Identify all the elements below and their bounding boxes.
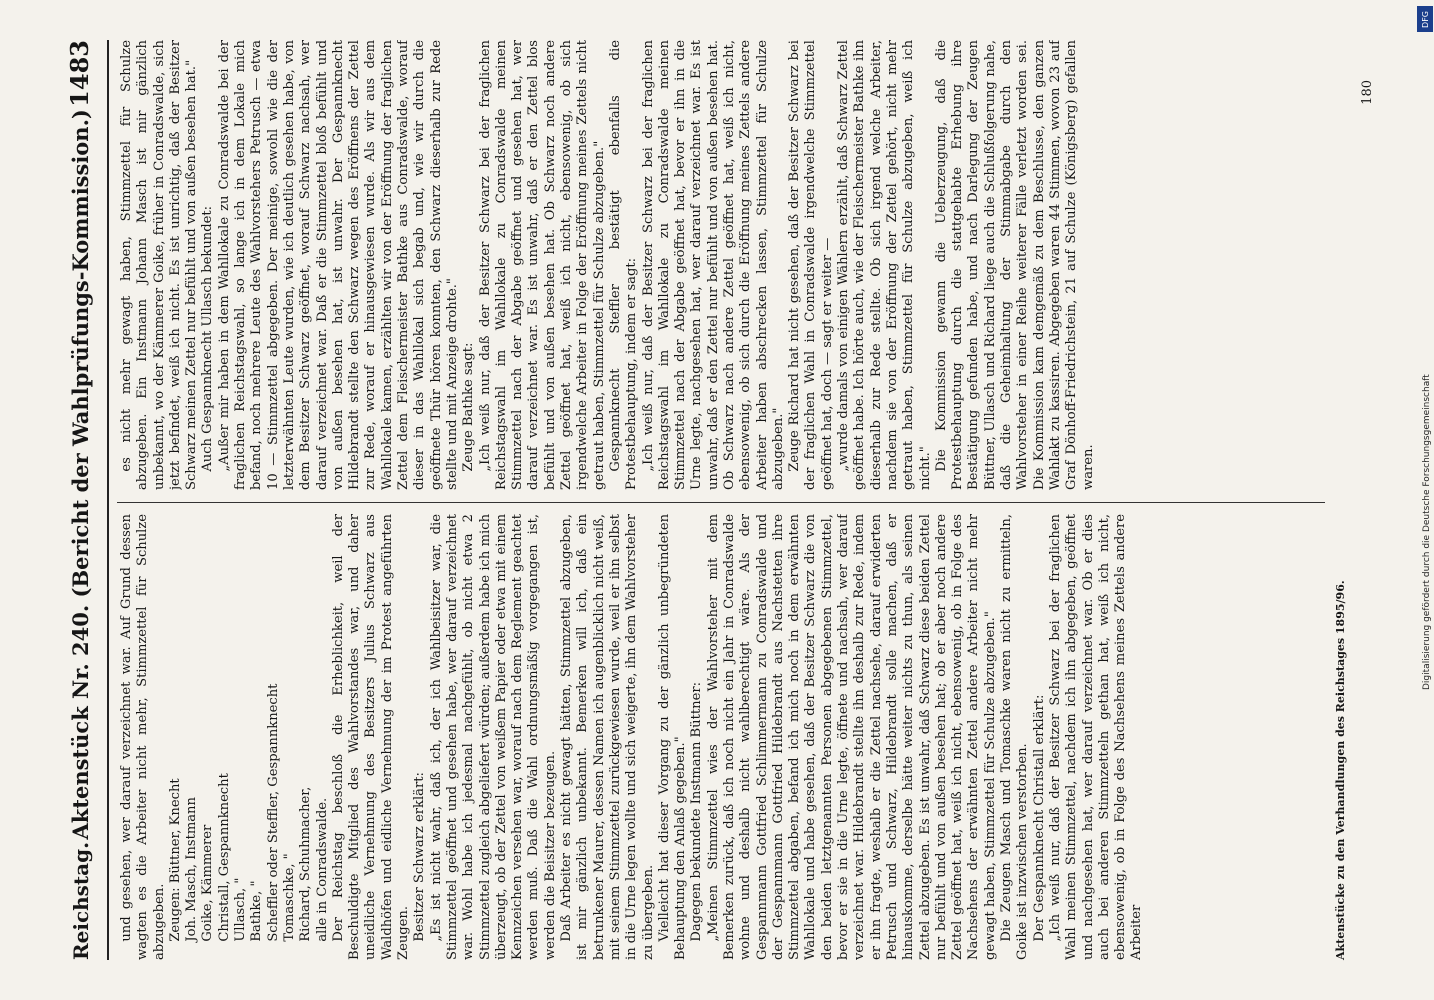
- right-column: [119, 40, 1327, 490]
- header-title: Aktenstück Nr. 240. (Bericht der Wahlprüfungs-Kommission.): [68, 109, 93, 840]
- paragraph: Zeuge Richard hat nicht gesehen, daß der Besitzer Schwarz bei der fraglichen Wahl in Conradswalde irgendwelche Stimmzettel geöffnet hat, doch — sagt er weiter —: [787, 40, 835, 490]
- paragraph: Gespannknecht Steffler bestätigt ebenfalls die Protestbehauptung, indem er sagt:: [607, 40, 640, 490]
- paragraph: „Ich weiß nur, daß der Besitzer Schwarz bei der fraglichen Reichstagswahl im Wahllokale zu Conradswalde meinen Stimmzettel nach der Abgabe geöffnet hat, bevor er ihn in die Urne legte, nachgesehen hat, wer darauf verzeichnet war. Es ist unwahr, daß er den Zettel nur befühlt und von außen besehen hat. Ob Schwarz nach andere Zettel geöffnet hat, weiß ich nicht, ebensowenig, ob sich durch die Eröffnung meines Zettels andere Arbeiter haben abschrecken lassen, Stimmzettel für Schulze abzugeben.": [640, 40, 786, 490]
- paragraph: alle in Conradswalde.: [314, 797, 330, 942]
- paragraph: Tomaschke, ": [281, 853, 297, 942]
- paragraph: Besitzer Schwarz erklärt:: [412, 772, 428, 942]
- paragraph: Auch Gespannknecht Ullasch bekundet:: [200, 205, 216, 472]
- paragraph: und gesehen, wer darauf verzeichnet war. Auf Grund dessen wagten es die Arbeiter nicht mehr, Stimmzettel für Schulze abzugeben.: [119, 514, 167, 960]
- credit-text: Digitalisierung gefördert durch die Deutsche Forschungsgemeinschaft: [1422, 374, 1432, 690]
- footer-source: Aktenstücke zu den Verhandlungen des Reichstages 1895/96.: [1334, 580, 1347, 960]
- left-column: [119, 514, 1327, 960]
- paragraph: Vielleicht hat dieser Vorgang zu der gänzlich unbegründeten Behauptung den Anlaß gegeben.": [656, 514, 689, 960]
- paragraph: Die Zeugen Masch und Tomaschke waren nicht zu ermitteln, Goike ist inzwischen verstorben.: [999, 514, 1031, 960]
- paragraph: Die Kommission gewann die Ueberzeugung, daß die Protestbehauptung durch die stattgehabte Erhebung ihre Bestätigung gefunden habe, und nach Darlegung der Zeugen Büttner, Ullasch und Richard liege auch die Schlußfolgerung nahe, daß die Geheimhaltung der Stimmabgabe durch den Wahlvorsteher in einer Reihe weiterer Fälle verletzt worden sei. Die Kommission kam demgemäß zu dem Beschlusse, den ganzen Wahlakt zu kassiren. Abgegeben waren 44 Stimmen, wovon 23 auf Graf Dönhoff-Friedrichstein, 21 auf Schulze (Königsberg) gefallen waren.: [933, 40, 1096, 490]
- paragraph: „Meinen Stimmzettel wies der Wahlvorsteher mit dem Bemerken zurück, daß ich noch nicht ein Jahr in Conradswalde wohne und deshalb nicht wahlberechtigt wäre. Als der Gespannmann Gottfried Schlimmermann zu Conradswalde und der Gespannmann Gottfried Hildebrandt aus Nachstetten ihre Stimmzettel abgaben, befand ich mich noch in dem erwähnten Wahllokale und habe gesehen, daß der Besitzer Schwarz die von den beiden letztgenannten Personen abgegebenen Stimmzettel, bevor er sie in die Urne legte, öffnete und nachsah, wer darauf verzeichnet war. Hildebrandt stellte ihn deshalb zur Rede, indem er ihn fragte, weshalb er die Zettel nachsehe, darauf erwiderten Petrusch und Schwarz, Hildebrandt solle machen, daß er hinauskomme, derselbe hätte weiter nichts zu thun, als seinen Zettel abzugeben. Es ist unwahr, daß Schwarz diese beiden Zettel nur befühlt und von außen besehen hat; ob er aber noch andere Zettel geöffnet hat, weiß ich nicht, ebensowenig, ob in Folge des Nachsehens der erwähnten Zettel andere Arbeiter nicht mehr gewagt haben, Stimmzettel für Schulze abzugeben.": [705, 514, 998, 960]
- paragraph: es nicht mehr gewagt haben, Stimmzettel für Schulze abzugeben. Ein Instmann Johann Masch ist mir gänzlich unbekannt, wo der Kämmerer Goike, früher in Conradswalde, sich jetzt befindet, weiß ich nicht. Es ist unrichtig, daß der Besitzer Schwarz meinen Zettel nur befühlt und von außen besehen hat.": [119, 40, 200, 490]
- paragraph: „Ich weiß nur, daß der Besitzer Schwarz bei der fraglichen Wahl meinen Stimmzettel, nachdem ich ihn abgegeben, geöffnet und nachgesehen hat, wer darauf verzeichnet war. Ob er dies auch bei anderen Stimmzetteln gethan hat, weiß ich nicht, ebensowenig, ob in Folge des Nachsehens meines Zettels andere Arbeiter: [1047, 514, 1145, 960]
- paragraph: Zeugen: Büttner, Knecht: [167, 778, 183, 942]
- paragraph: Bathke, ": [249, 880, 265, 942]
- paragraph: „Ich weiß nur, daß der Besitzer Schwarz bei der fraglichen Reichstagswahl im Wahllokale zu Conradswalde meinen Stimmzettel nach der Abgabe geöffnet und gesehen hat, wer darauf verzeichnet war. Es ist unwahr, daß er den Zettel blos befühlt und von außen besehen hat. Ob Schwarz noch andere Zettel geöffnet hat, weiß ich nicht, ebensowenig, ob sich irgendwelche Arbeiter in Folge der Eröffnung meines Zettels nicht getraut haben, Stimmzettel für Schulze abzugeben.": [477, 40, 607, 490]
- paragraph: Joh. Masch, Instmann: [184, 797, 200, 942]
- dfg-logo-icon: DFG: [1417, 6, 1433, 32]
- paragraph: Goike, Kämmerer: [200, 824, 216, 942]
- paragraph: „Es ist nicht wahr, daß ich, der ich Wahlbeisitzer war, die Stimmzettel geöffnet und gesehen habe, wer darauf verzeichnet war. Wohl habe ich jedesmal nachgefühlt, ob nicht etwa 2 Stimmzettel zugleich abgeliefert würden; außerdem habe ich mich überzeugt, ob der Zettel von weißem Papier oder etwa mit einem Kennzeichen versehen war, worauf nach dem Reglement geachtet werden muß. Daß die Wahl ordnungsmäßig vorgegangen ist, werden die Beisitzer bezeugen.: [428, 514, 558, 960]
- paragraph: Daß Arbeiter es nicht gewagt hätten, Stimmzettel abzugeben, ist mir gänzlich unbekannt. Bemerken will ich, daß ein betrunkener Maurer, dessen Namen ich augenblicklich nicht weiß, mit seinem Stimmzettel zurückgewiesen wurde, weil er ihn selbst in die Urne legen wollte und sich weigerte, ihn dem Wahlvorsteher zu übergeben.: [559, 514, 656, 960]
- footer-page-number: 180: [1360, 80, 1375, 105]
- paragraph: Christall, Gespannknecht: [216, 773, 232, 942]
- header-left: Reichstag.: [69, 841, 93, 960]
- paragraph: Der Reichstag beschloß die Erheblichkeit, weil der Beschuldigte Mitglied des Wahlvorstandes war, und daher uneidliche Vernehmung des Besitzers Julius Schwarz aus Waldhöfen und eidliche Vernehmung der im Protest angeführten Zeugen.: [330, 514, 412, 960]
- paragraph: Zeuge Bathke sagt:: [461, 342, 477, 472]
- paragraph: „Außer mir haben in dem Wahllokale zu Conradswalde bei der fraglichen Reichstagswahl, so lange ich in dem Lokale mich befand, noch mehrere Leute des Wahlvorstehers Petrusch — etwa 10 — Stimmzettel abgegeben. Der meinige, sowohl wie die der letzterwähnten Leute wurden, wie ich deutlich gesehen habe, von dem Besitzer Schwarz geöffnet, worauf Schwarz nachsah, wer darauf verzeichnet war. Daß er die Stimmzettel bloß befühlt und von außen besehen hat, ist unwahr. Der Gespannknecht Hildebrandt stellte den Schwarz wegen des Eröffnens der Zettel zur Rede, worauf er hinausgewiesen wurde. Als wir aus dem Wahllokale kamen, erzählten wir von der Eröffnung der fraglichen Zettel dem Fleischermeister Bathke aus Conradswalde, worauf dieser in das Wahllokal sich begab und, wie wir durch die geöffnete Thür hören konnten, den Schwarz dieserhalb zur Rede stellte und mit Anzeige drohte.": [216, 40, 460, 490]
- rotated-document-page: [37, 20, 1397, 980]
- paragraph: Scheffler oder Steffler, Gespannknecht: [265, 683, 281, 942]
- paragraph: Dagegen bekundete Instmann Büttner:: [689, 682, 705, 942]
- sidebar-credit: [1416, 0, 1434, 1000]
- header-page-number: 1483: [65, 40, 94, 107]
- paragraph: Richard, Schuhmacher,: [298, 786, 314, 942]
- paragraph: „wurde damals von einigen Wählern erzählt, daß Schwarz Zettel geöffnet habe. Ich hörte auch, wie der Fleischermeister Bathke ihn dieserhalb zur Rede stellte. Ob sich irgend welche Arbeiter, nachdem sie von der Eröffnung der Zettel gehört, nicht mehr getraut haben, Stimmzettel für Schulze abzugeben, weiß ich nicht.": [836, 40, 933, 490]
- column-divider: [117, 502, 1325, 503]
- paragraph: Der Gespannknecht Christall erklärt:: [1031, 694, 1047, 942]
- paragraph: Ullasch, ": [233, 877, 249, 942]
- page-header: [65, 40, 109, 960]
